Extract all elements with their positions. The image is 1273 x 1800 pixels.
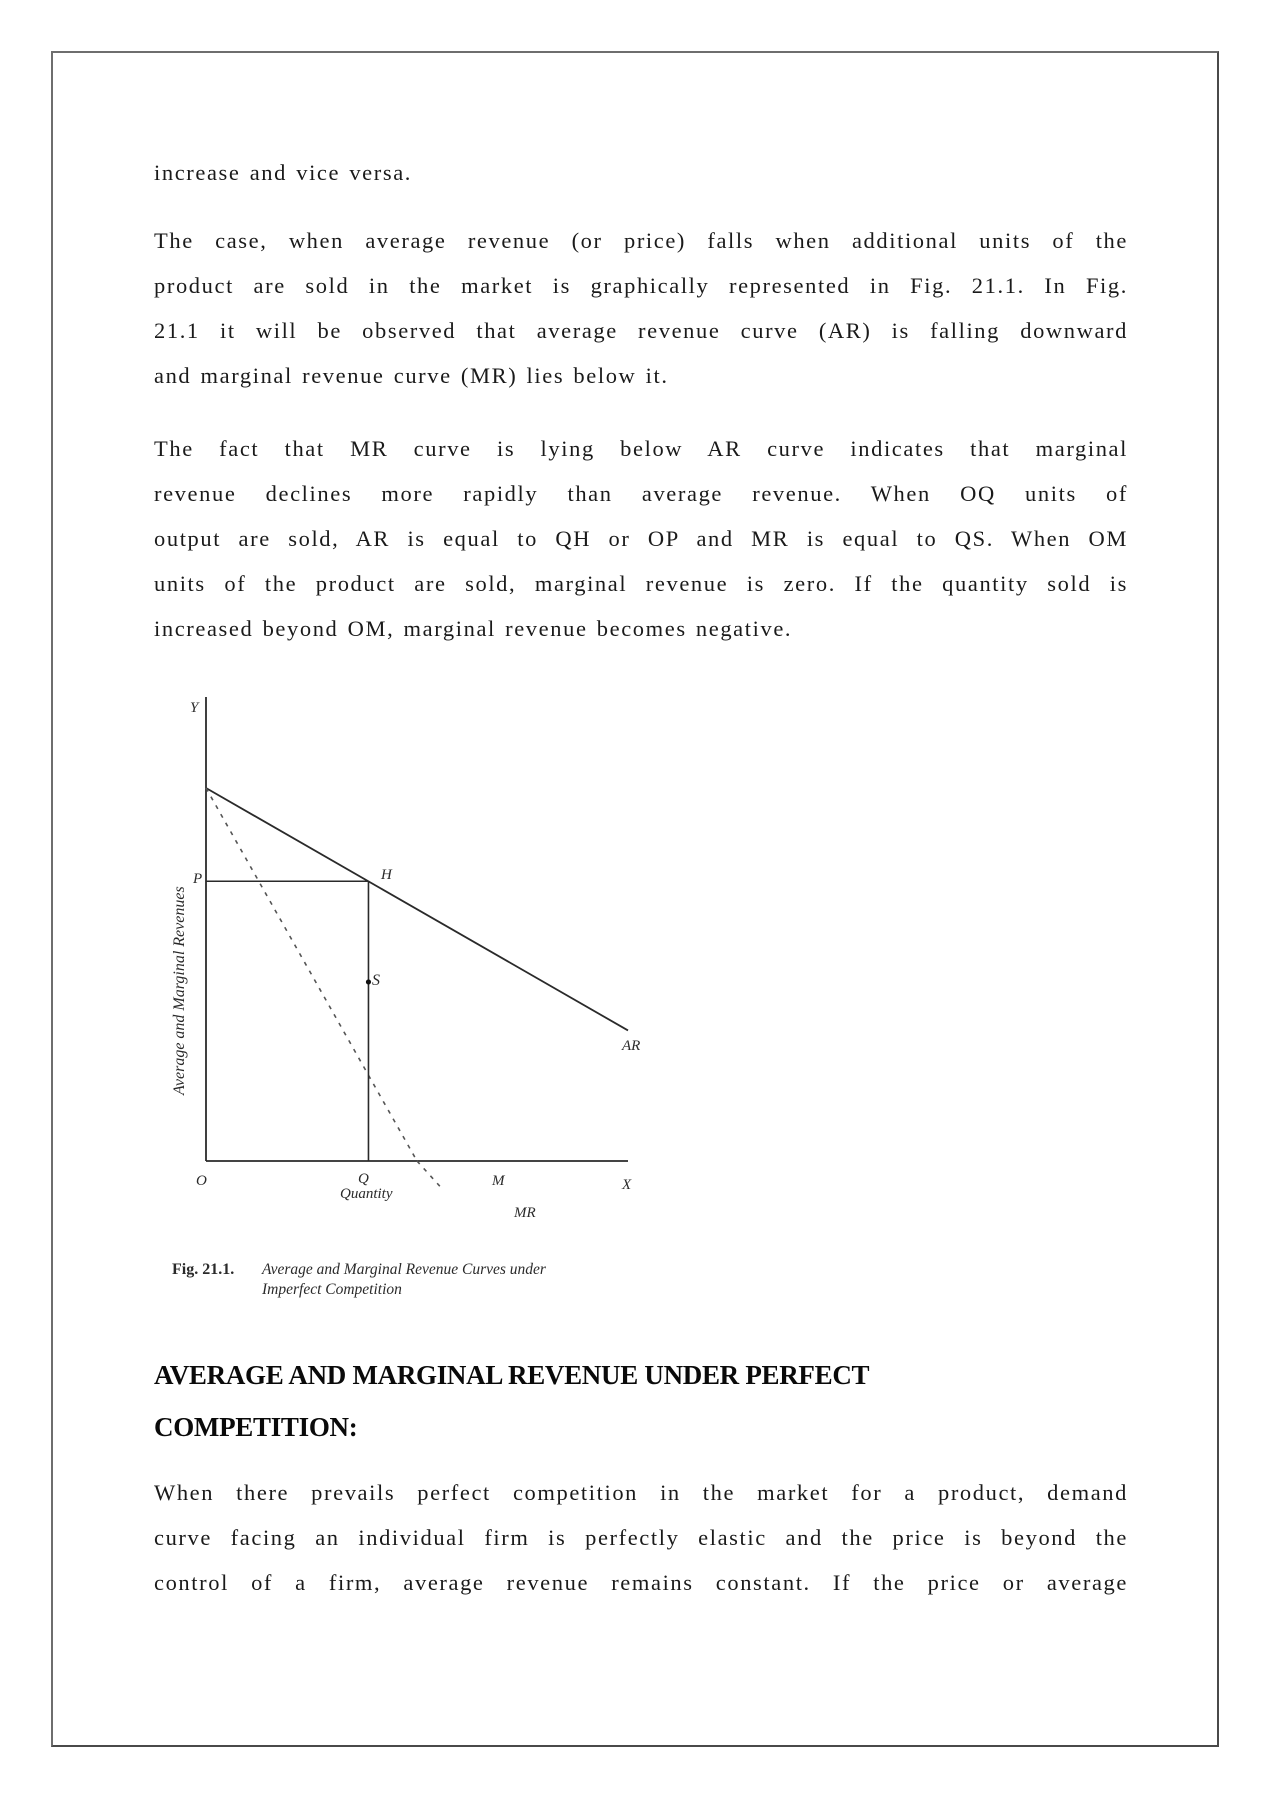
text-line: revenue declines more rapidly than average revenue. When OQ units of [154, 481, 1128, 506]
text-line: 21.1 it will be observed that average revenue curve (AR) is falling downward [154, 318, 1128, 343]
point-label-q: Q [358, 1171, 369, 1187]
figure-caption-line-1: Average and Marginal Revenue Curves under [262, 1261, 546, 1278]
text-line: The fact that MR curve is lying below AR curve indicates that marginal [154, 436, 1128, 461]
text-line: and marginal revenue curve (MR) lies below it. [154, 363, 669, 388]
text-line: The case, when average revenue (or price) falls when additional units of the [154, 228, 1128, 253]
series-label-mr: MR [514, 1205, 536, 1221]
heading-line: COMPETITION: [154, 1412, 358, 1442]
text-line: output are sold, AR is equal to QH or OP and MR is equal to QS. When OM [154, 526, 1128, 551]
point-label-s: S [372, 972, 380, 989]
text-line: product are sold in the market is graphically represented in Fig. 21.1. In Fig. [154, 273, 1128, 298]
point-s-marker [366, 979, 371, 984]
text-line: increase and vice versa. [154, 160, 413, 185]
text-line: units of the product are sold, marginal revenue is zero. If the quantity sold is [154, 571, 1128, 596]
x-axis-title: Quantity [340, 1186, 393, 1202]
heading-line: AVERAGE AND MARGINAL REVENUE UNDER PERFECT [154, 1360, 870, 1390]
origin-label: O [196, 1173, 207, 1189]
text-line: When there prevails perfect competition in the market for a product, demand [154, 1480, 1128, 1505]
figure-caption-line-2: Imperfect Competition [262, 1281, 402, 1298]
point-label-m: M [492, 1173, 505, 1189]
figure-number: Fig. 21.1. [172, 1261, 235, 1278]
series-mr-line [206, 788, 417, 1161]
point-label-p: P [193, 871, 203, 887]
section-heading [154, 1360, 869, 1442]
text-line: curve facing an individual firm is perfectly elastic and the price is beyond the [154, 1525, 1128, 1550]
y-axis-letter: Y [190, 700, 199, 716]
series-label-ar: AR [622, 1038, 641, 1054]
text-line: increased beyond OM, marginal revenue becomes negative. [154, 616, 793, 641]
y-axis-title: Average and Marginal Revenues [171, 886, 188, 1095]
text-line: control of a firm, average revenue remains constant. If the price or average [154, 1570, 1128, 1595]
series-mr-line [417, 1161, 442, 1189]
point-label-h: H [381, 867, 392, 883]
x-axis-letter: X [622, 1177, 632, 1193]
series-ar-line [206, 788, 628, 1030]
